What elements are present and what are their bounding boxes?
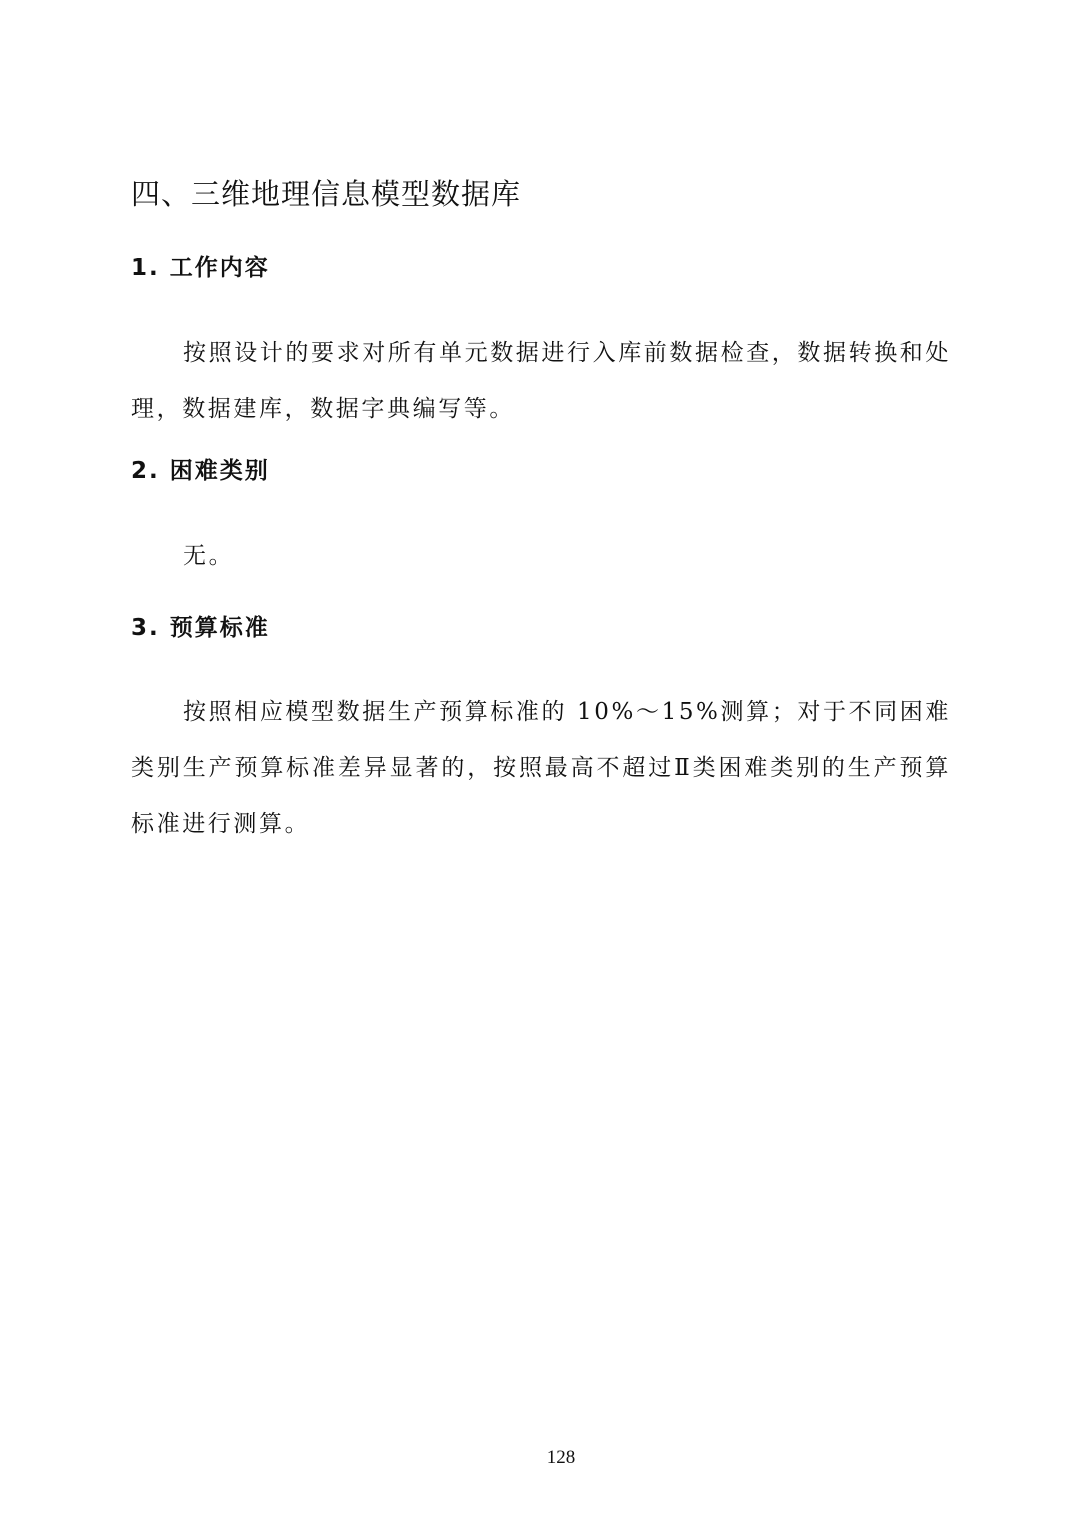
chapter-title: 四、三维地理信息模型数据库 [131, 177, 522, 211]
section-body-budget-standard: 按照相应模型数据生产预算标准的 10%～15%测算；对于不同困难类别生产预算标准差异显著的，按照最高不超过Ⅱ类困难类别的生产预算标准进行测算。 [131, 699, 951, 837]
section-body-work-content: 按照设计的要求对所有单元数据进行入库前数据检查，数据转换和处理，数据建库，数据字典编写等。 [131, 340, 951, 422]
section-heading-work-content: 1. 工作内容 [131, 255, 270, 281]
section-body-difficulty-class: 无。 [183, 543, 235, 569]
section-heading-budget-standard: 3. 预算标准 [131, 615, 270, 641]
page-number: 128 [546, 1447, 576, 1468]
section-heading-difficulty-class: 2. 困难类别 [131, 458, 270, 484]
